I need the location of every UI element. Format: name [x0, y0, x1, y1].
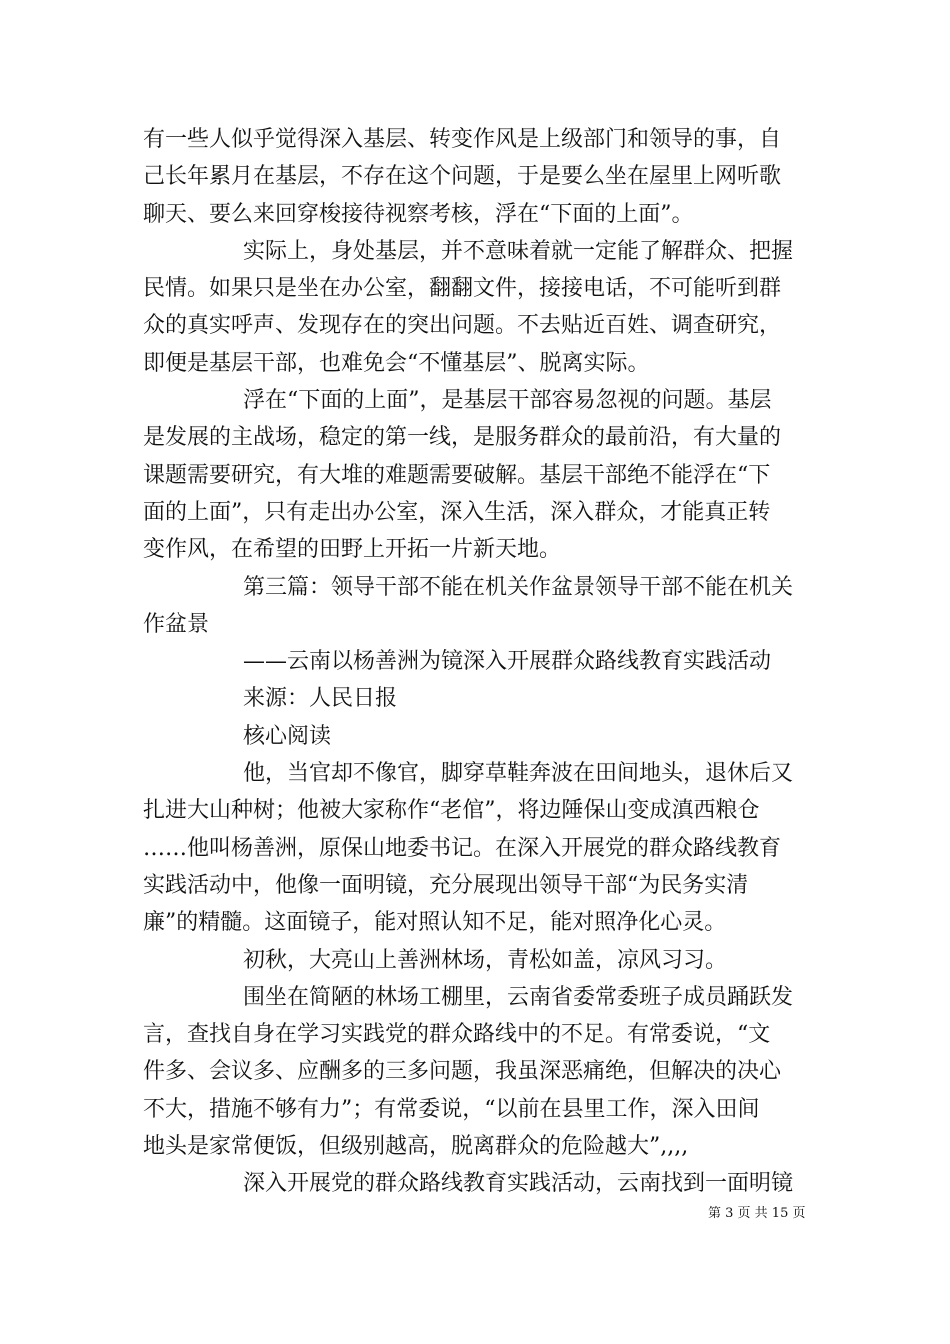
- text-line: 众的真实呼声、发现存在的突出问题。不去贴近百姓、调查研究，: [143, 313, 782, 339]
- text-line: 面的上面”，只有走出办公室，深入生活，深入群众，才能真正转: [143, 499, 771, 525]
- paragraph-start: 实际上，身处基层，并不意味着就一定能了解群众、把握: [243, 238, 794, 264]
- text-line: 有一些人似乎觉得深入基层、转变作风是上级部门和领导的事，自: [143, 127, 782, 152]
- paragraph-start: 浮在“下面的上面”，是基层干部容易忽视的问题。基层: [243, 388, 772, 414]
- text-line: 言，查找自身在学习实践党的群众路线中的不足。有常委说，“文: [143, 1022, 771, 1048]
- section-title: 第三篇：领导干部不能在机关作盆景领导干部不能在机关: [243, 574, 794, 600]
- text-line: 不大，措施不够有力”；有常委说，“以前在县里工作，深入田间: [143, 1096, 760, 1122]
- paragraph-start: 初秋，大亮山上善洲林场，青松如盖，凉风习习。: [243, 947, 728, 973]
- text-line: 聊天、要么来回穿梭接待视察考核，浮在“下面的上面”。: [143, 201, 694, 227]
- text-line: ……他叫杨善洲，原保山地委书记。在深入开展党的群众路线教育: [143, 835, 782, 861]
- core-reading-heading: 核心阅读: [243, 723, 332, 749]
- text-line: 课题需要研究，有大堆的难题需要破解。基层干部绝不能浮在“下: [143, 462, 771, 488]
- paragraph-start: 深入开展党的群众路线教育实践活动，云南找到一面明镜: [243, 1171, 794, 1197]
- source-line: 来源：人民日报: [243, 686, 398, 712]
- subtitle: ——云南以杨善洲为镜深入开展群众路线教育实践活动: [243, 649, 772, 675]
- page-footer: 第 3 页 共 15 页: [708, 1206, 806, 1221]
- section-title-cont: 作盆景: [143, 611, 210, 637]
- text-line: 民情。如果只是坐在办公室，翻翻文件，接接电话，不可能听到群: [143, 276, 782, 302]
- text-line: 扎进大山种树；他被大家称作“老倌”，将边陲保山变成滇西粮仓: [143, 798, 760, 824]
- text-line: 变作风，在希望的田野上开拓一片新天地。: [143, 537, 562, 563]
- paragraph-start: 围坐在简陋的林场工棚里，云南省委常委班子成员踊跃发: [243, 984, 794, 1010]
- text-line: 即便是基层干部，也难免会“不懂基层”、脱离实际。: [143, 350, 650, 376]
- paragraph-start: 他，当官却不像官，脚穿草鞋奔波在田间地头，退休后又: [243, 761, 794, 787]
- text-line: 件多、会议多、应酬多的三多问题，我虽深恶痛绝，但解决的决心: [143, 1059, 782, 1085]
- text-line: 廉”的精髓。这面镜子，能对照认知不足，能对照净化心灵。: [143, 910, 727, 936]
- text-line: 是发展的主战场，稳定的第一线，是服务群众的最前沿，有大量的: [143, 425, 782, 451]
- body-text: [143, 121, 811, 1203]
- text-line: 地头是家常便饭，但级别越高，脱离群众的危险越大”,,,,: [143, 1134, 689, 1160]
- text-line: 己长年累月在基层，不存在这个问题，于是要么坐在屋里上网听歌: [143, 164, 782, 190]
- text-line: 实践活动中，他像一面明镜，充分展现出领导干部“为民务实清: [143, 872, 749, 898]
